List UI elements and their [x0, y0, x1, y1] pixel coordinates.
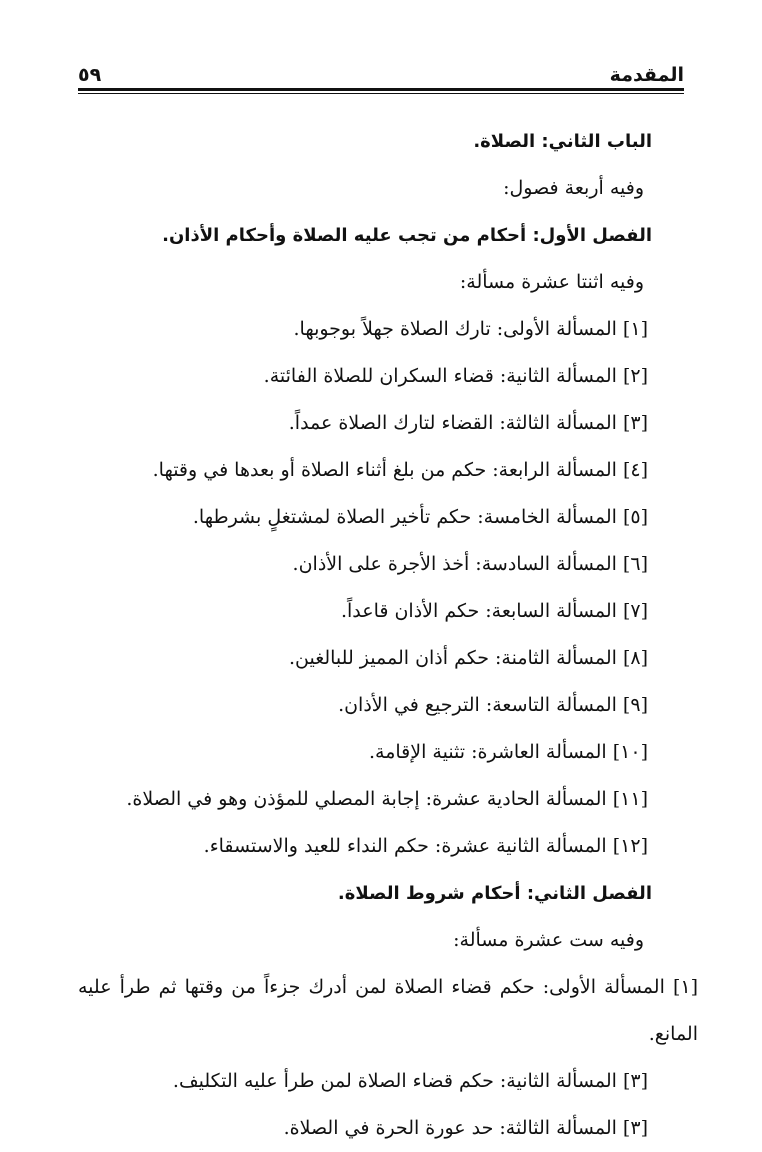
- list-item: [٣] المسألة الثالثة: حد عورة الحرة في الصلاة.: [283, 1117, 648, 1139]
- list-item: [١٠] المسألة العاشرة: تثنية الإقامة.: [368, 741, 648, 763]
- list-item: [٤] المسألة الرابعة: حكم من بلغ أثناء الصلاة أو بعدها في وقتها.: [152, 459, 648, 481]
- chapter-2-title: الفصل الثاني: أحكام شروط الصلاة.: [337, 883, 652, 904]
- section-intro: وفيه أربعة فصول:: [503, 177, 644, 199]
- page-body: [78, 118, 698, 1152]
- header-rule: [78, 88, 684, 91]
- list-item: [١٢] المسألة الثانية عشرة: حكم النداء للعيد والاستسقاء.: [203, 835, 648, 857]
- page-number: ٥٩: [78, 64, 102, 86]
- list-item: [٨] المسألة الثامنة: حكم أذان المميز للبالغين.: [288, 647, 648, 669]
- header-title: المقدمة: [609, 64, 684, 86]
- running-header: [78, 58, 684, 86]
- list-item: [٣] المسألة الثالثة: القضاء لتارك الصلاة عمداً.: [288, 412, 648, 434]
- section-title: الباب الثاني: الصلاة.: [473, 131, 652, 152]
- list-item: [١] المسألة الأولى: تارك الصلاة جهلاً بوجوبها.: [293, 318, 648, 340]
- list-item: [١١] المسألة الحادية عشرة: إجابة المصلي للمؤذن وهو في الصلاة.: [126, 788, 648, 810]
- list-item: [٧] المسألة السابعة: حكم الأذان قاعداً.: [340, 600, 648, 622]
- chapter-1-title: الفصل الأول: أحكام من تجب عليه الصلاة وأحكام الأذان.: [162, 225, 652, 246]
- list-item: [١] المسألة الأولى: حكم قضاء الصلاة لمن أدرك جزءاً من وقتها ثم طرأ عليه المانع.: [78, 976, 698, 1045]
- list-item: [٩] المسألة التاسعة: الترجيع في الأذان.: [338, 694, 648, 716]
- list-item: [٢] المسألة الثانية: قضاء السكران للصلاة الفائتة.: [263, 365, 648, 387]
- list-item: [٦] المسألة السادسة: أخذ الأجرة على الأذان.: [292, 553, 648, 575]
- list-item: [٣] المسألة الثانية: حكم قضاء الصلاة لمن طرأ عليه التكليف.: [172, 1070, 648, 1092]
- list-item: [٥] المسألة الخامسة: حكم تأخير الصلاة لمشتغلٍ بشرطها.: [192, 506, 648, 528]
- chapter-1-intro: وفيه اثنتا عشرة مسألة:: [459, 271, 644, 293]
- chapter-2-intro: وفيه ست عشرة مسألة:: [453, 929, 644, 951]
- header-rule-thin: [78, 93, 684, 94]
